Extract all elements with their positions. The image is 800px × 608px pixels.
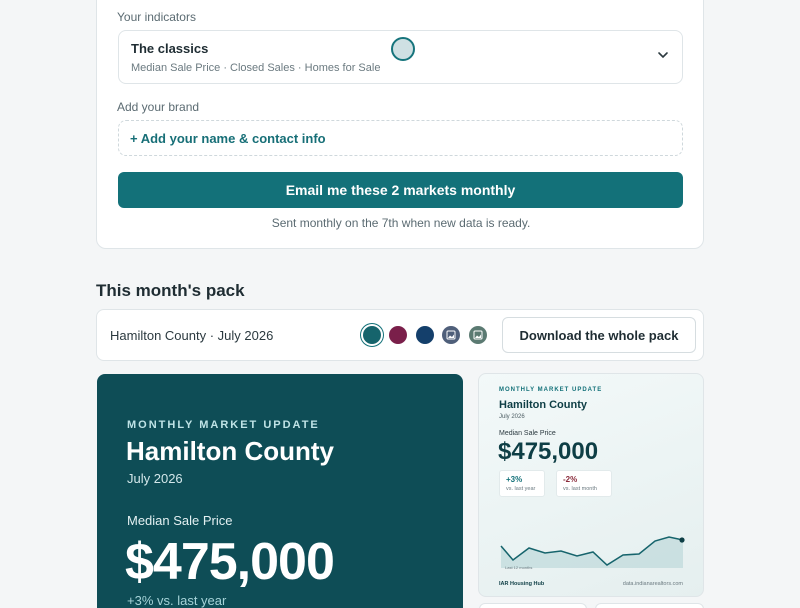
small-county: Hamilton County (499, 399, 587, 411)
footer-url: data.indianarealtors.com (622, 581, 683, 587)
card-county: Hamilton County (126, 436, 334, 466)
image-icon (469, 326, 487, 344)
swatch-photo-sage[interactable] (469, 326, 487, 344)
small-kicker: MONTHLY MARKET UPDATE (499, 387, 603, 393)
pack-toolbar (96, 309, 704, 361)
swatch-photo-slate[interactable] (442, 326, 460, 344)
small-preview-card[interactable] (478, 373, 704, 597)
chevron-down-icon (656, 48, 670, 62)
small-metric: Median Sale Price (499, 430, 556, 437)
preview-card-stub[interactable] (595, 603, 704, 608)
footer-brand: IAR Housing Hub (499, 581, 545, 587)
change-chip-year: +3% vs. last year (499, 470, 545, 497)
pack-location: Hamilton County · July 2026 (110, 328, 274, 343)
download-pack-button[interactable]: Download the whole pack (502, 317, 696, 353)
card-month: July 2026 (127, 471, 183, 486)
swatch-teal[interactable] (363, 326, 381, 344)
add-brand-button[interactable] (118, 120, 683, 156)
add-brand-label: + Add your name & contact info (130, 131, 326, 146)
card-metric: Median Sale Price (127, 513, 233, 528)
small-month: July 2026 (499, 414, 525, 420)
email-form-card (96, 0, 704, 249)
card-value: $475,000 (125, 533, 334, 591)
indicators-label: Your indicators (117, 10, 196, 24)
brand-label: Add your brand (117, 100, 200, 114)
cursor-indicator (391, 37, 415, 61)
card-change: +3% vs. last year (127, 593, 227, 608)
indicator-title: The classics (131, 41, 209, 56)
schedule-note: Sent monthly on the 7th when new data is ready. (271, 216, 531, 230)
email-markets-button[interactable]: Email me these 2 markets monthly (118, 172, 683, 208)
pack-title: This month's pack (96, 281, 245, 300)
chart-caption: Last 12 months (505, 565, 533, 570)
trend-sparkline (499, 524, 687, 568)
small-value: $475,000 (498, 438, 599, 465)
sparkline-endpoint (679, 537, 684, 542)
preview-card-stub[interactable] (479, 603, 587, 608)
indicator-subtitle: Median Sale Price · Closed Sales · Homes for Sale (131, 62, 381, 74)
swatch-navy[interactable] (416, 326, 434, 344)
large-preview-card[interactable] (97, 374, 463, 608)
image-icon (442, 326, 460, 344)
change-chip-month: -2% vs. last month (556, 470, 612, 497)
card-kicker: MONTHLY MARKET UPDATE (127, 419, 320, 431)
swatch-plum[interactable] (389, 326, 407, 344)
